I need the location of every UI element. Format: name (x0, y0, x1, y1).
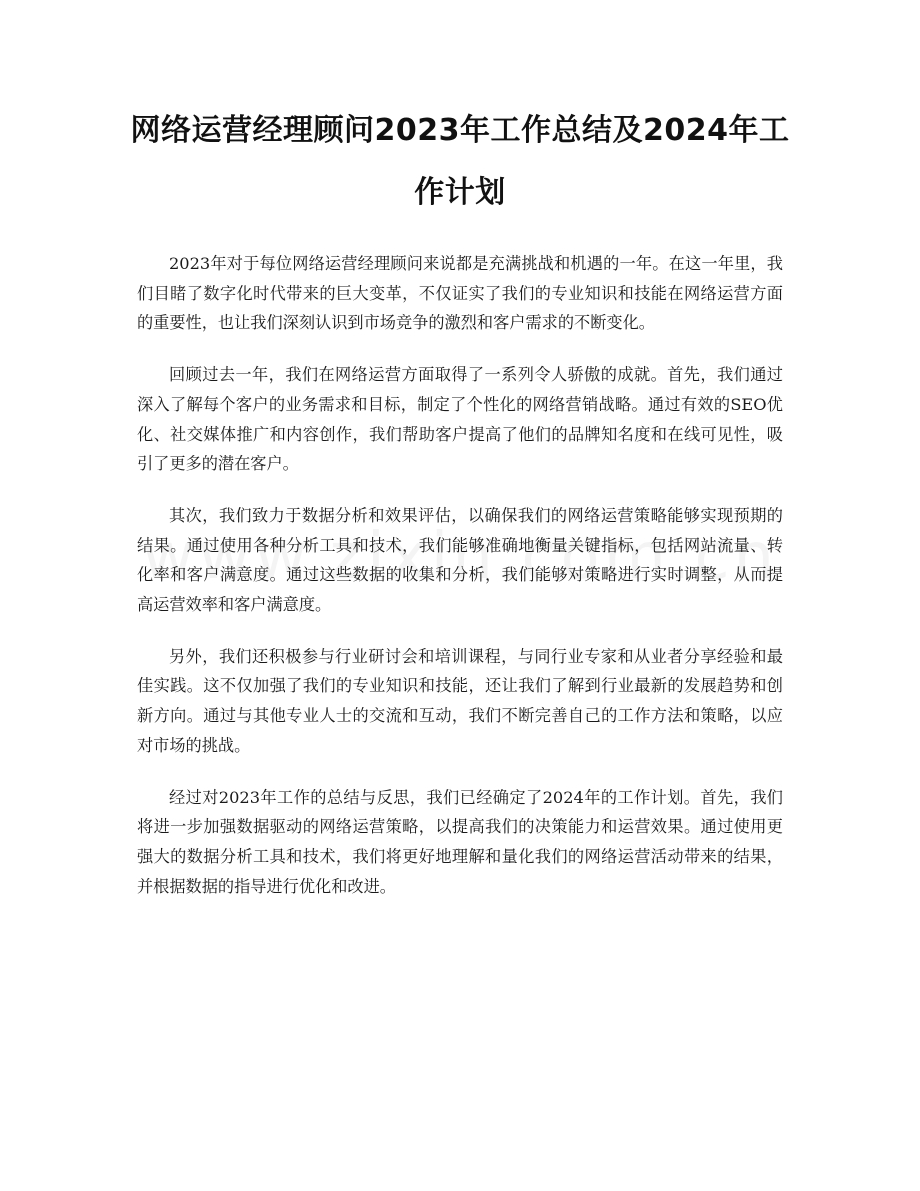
document-body (137, 249, 783, 923)
paragraph-4: 另外，我们还积极参与行业研讨会和培训课程，与同行业专家和从业者分享经验和最佳实践。这不仅加强了我们的专业知识和技能，还让我们了解到行业最新的发展趋势和创新方向。通过与其他专业人士的交流和互动，我们不断完善自己的工作方法和策略，以应对市场的挑战。 (137, 646, 783, 755)
paragraph-5: 经过对2023年工作的总结与反思，我们已经确定了2024年的工作计划。首先，我们将进一步加强数据驱动的网络运营策略，以提高我们的决策能力和运营效果。通过使用更强大的数据分析工具和技术，我们将更好地理解和量化我们的网络运营活动带来的结果，并根据数据的指导进行优化和改进。 (137, 787, 783, 896)
paragraph-3: 其次，我们致力于数据分析和效果评估，以确保我们的网络运营策略能够实现预期的结果。通过使用各种分析工具和技术，我们能够准确地衡量关键指标，包括网站流量、转化率和客户满意度。通过这些数据的收集和分析，我们能够对策略进行实时调整，从而提高运营效率和客户满意度。 (137, 505, 783, 615)
paragraph-2: 回顾过去一年，我们在网络运营方面取得了一系列令人骄傲的成就。首先，我们通过深入了解每个客户的业务需求和目标，制定了个性化的网络营销战略。通过有效的SEO优化、社交媒体推广和内容创作，我们帮助客户提高了他们的品牌知名度和在线可见性，吸引了更多的潜在客户。 (137, 365, 783, 474)
document-title: 网络运营经理顾问2023年工作总结及2024年工作计划 (130, 113, 790, 210)
paragraph-1: 2023年对于每位网络运营经理顾问来说都是充满挑战和机遇的一年。在这一年里，我们目睹了数字化时代带来的巨大变革，不仅证实了我们的专业知识和技能在网络运营方面的重要性，也让我们深刻认识到市场竞争的激烈和客户需求的不断变化。 (137, 254, 783, 333)
